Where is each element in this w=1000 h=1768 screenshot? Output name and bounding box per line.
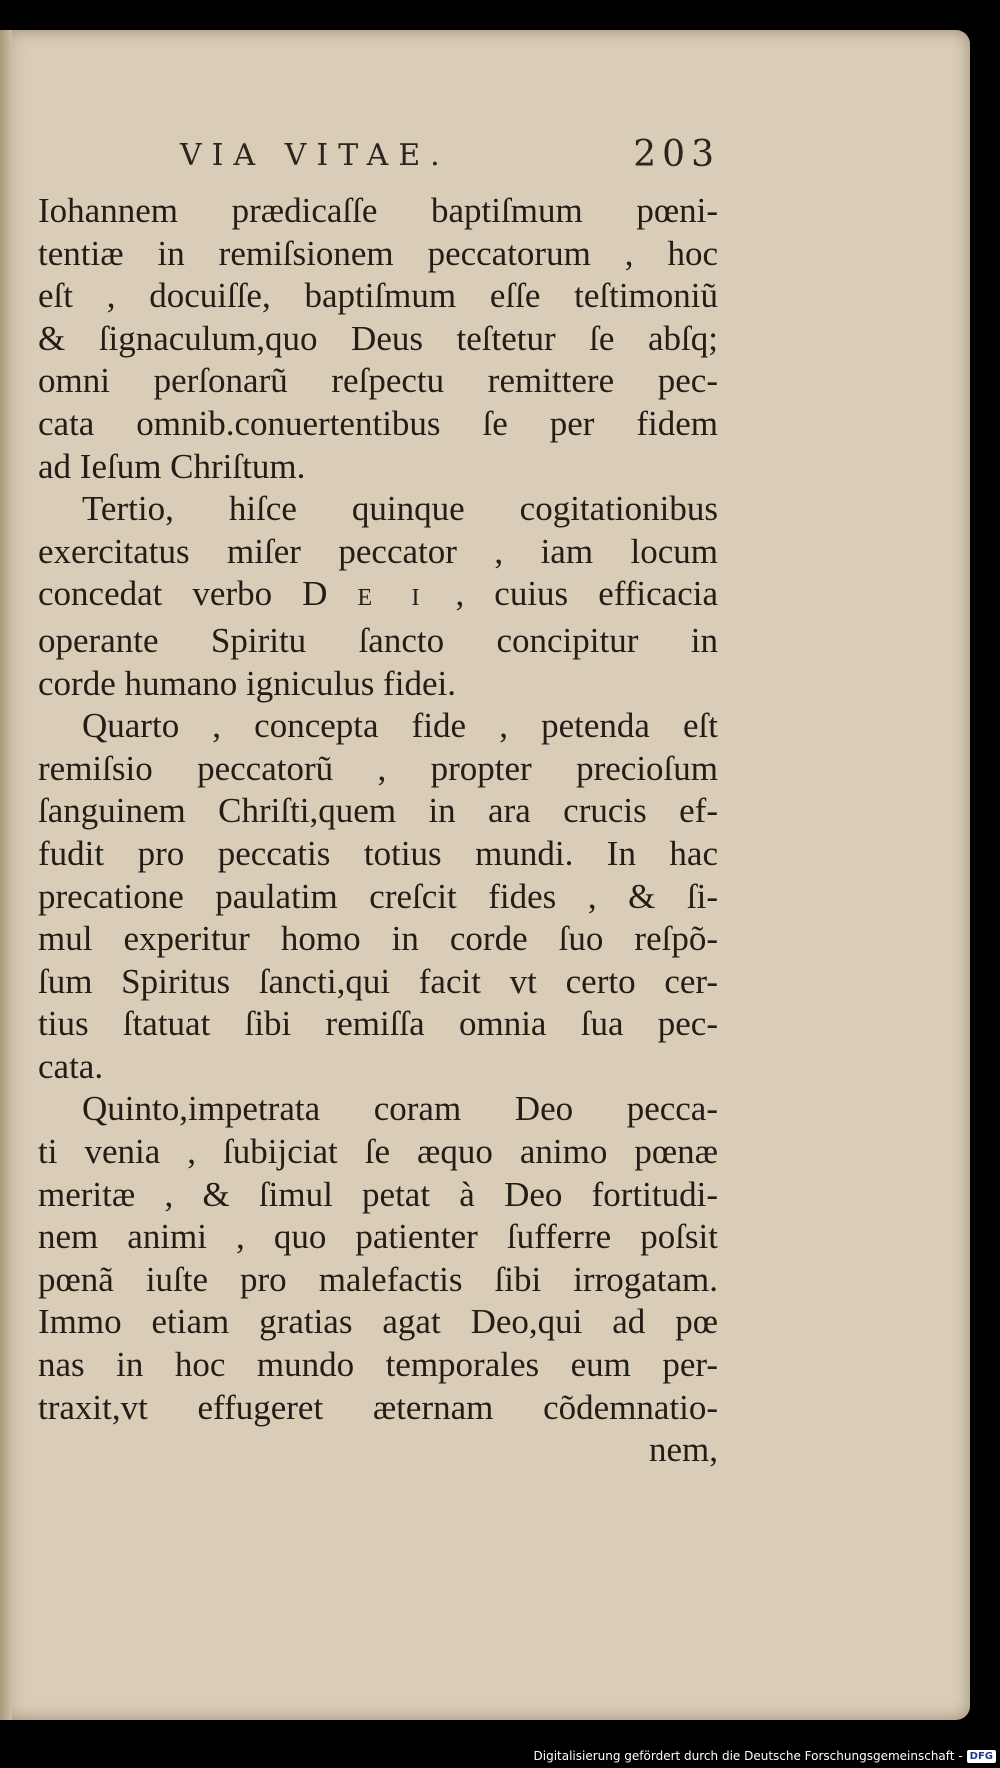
text-line: operante Spiritu ſancto concipitur in xyxy=(38,620,718,660)
text-line: ſum Spiritus ſancti,qui facit vt certo cer- xyxy=(38,961,718,1001)
text-line: ti venia , ſubijciat ſe æquo animo pœnæ xyxy=(38,1132,718,1172)
text-fragment: D xyxy=(302,574,328,614)
text-line: mul experitur homo in corde ſuo reſpõ- xyxy=(38,919,718,959)
text-fragment: , cuius efficacia xyxy=(455,574,719,614)
text-line: nas in hoc mundo temporales eum per- xyxy=(38,1345,718,1385)
text-line: Iohannem prædicaſſe baptiſmum pœni- xyxy=(38,191,718,230)
text-line: corde humano igniculus fidei. xyxy=(38,663,456,703)
running-head-title: VIA VITAE. xyxy=(180,138,450,173)
text-line: Quinto,impetrata coram Deo pecca- xyxy=(82,1089,718,1129)
text-line: tentiæ in remiſsionem peccatorum , hoc xyxy=(38,233,718,273)
text-line: Tertio, hiſce quinque cogitationibus xyxy=(82,489,718,529)
body-text xyxy=(38,190,718,1472)
text-line: fudit pro peccatis totius mundi. In hac xyxy=(38,833,718,873)
text-line: cata. xyxy=(38,1046,104,1086)
text-line: ſanguinem Chriſti,quem in ara crucis ef- xyxy=(38,791,718,831)
text-line: cata omnib.conuertentibus ſe per fidem xyxy=(38,403,718,443)
catchword: nem, xyxy=(648,1430,718,1470)
text-line: & ſignaculum,quo Deus teſtetur ſe abſq; xyxy=(38,318,718,358)
text-line: omni perſonarũ reſpectu remittere pec- xyxy=(38,361,718,401)
page-gutter xyxy=(0,30,12,1720)
text-line: eſt , docuiſſe, baptiſmum eſſe teſtimoniũ xyxy=(38,276,718,316)
text-line: precatione paulatim creſcit fides , & ſi- xyxy=(38,876,718,916)
text-line: Immo etiam gratias agat Deo,qui ad pœ xyxy=(38,1302,718,1342)
book-page xyxy=(0,30,970,1720)
text-line-with-small-caps xyxy=(38,573,718,620)
text-line: tius ſtatuat ſibi remiſſa omnia ſua pec- xyxy=(38,1004,718,1044)
text-fragment: concedat verbo xyxy=(38,574,273,614)
credit-text: Digitalisierung gefördert durch die Deutsche Forschungsgemeinschaft - xyxy=(533,1749,963,1763)
text-line: pœnã iuſte pro malefactis ſibi irrogatam. xyxy=(38,1259,718,1299)
text-line: exercitatus miſer peccator , iam locum xyxy=(38,531,718,571)
text-line: remiſsio peccatorũ , propter precioſum xyxy=(38,748,718,788)
text-line: Quarto , concepta fide , petenda eſt xyxy=(82,706,718,746)
text-line: nem animi , quo patienter ſufferre poſsit xyxy=(38,1217,718,1257)
page-number: 203 xyxy=(633,134,720,175)
text-line: traxit,vt effugeret æternam cõdemnatio- xyxy=(38,1387,718,1427)
running-head xyxy=(180,134,720,178)
digitization-credit xyxy=(534,1746,997,1766)
text-line: meritæ , & ſimul petat à Deo fortitudi- xyxy=(38,1174,718,1214)
small-caps-fragment: E I xyxy=(357,585,426,612)
text-line: ad Ieſum Chriſtum. xyxy=(38,446,306,486)
dfg-logo-icon: DFG xyxy=(967,1750,996,1763)
